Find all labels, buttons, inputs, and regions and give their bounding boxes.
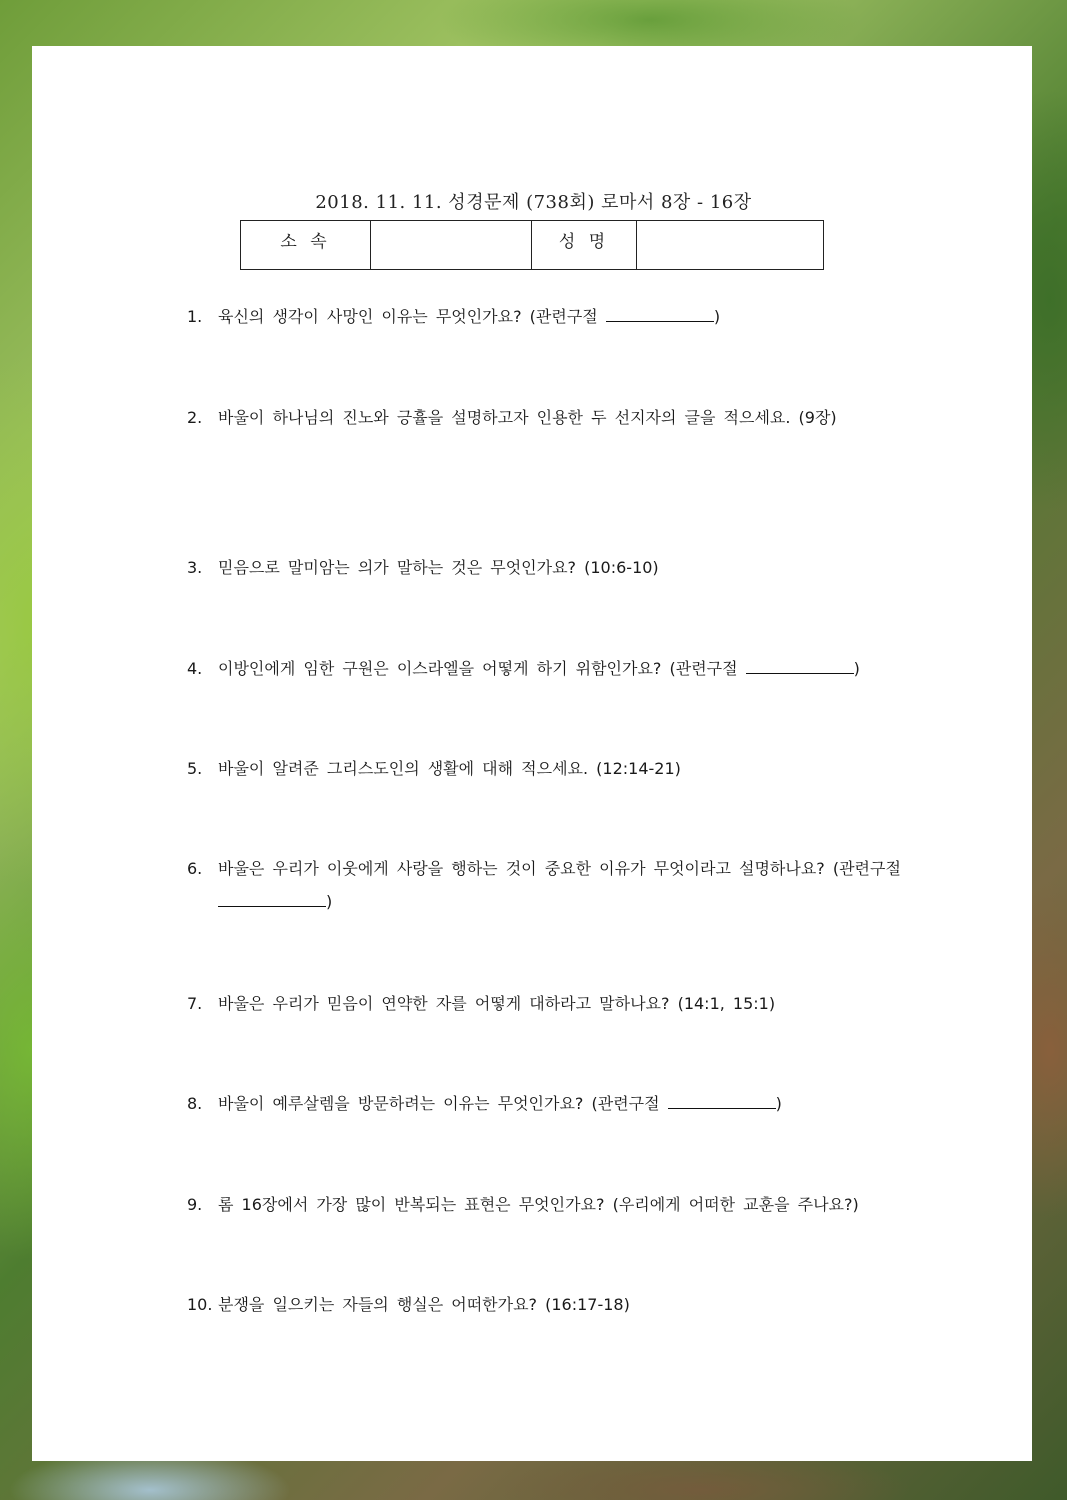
affiliation-label-cell bbox=[241, 221, 371, 270]
question-text-end: ) bbox=[775, 1094, 782, 1113]
affiliation-label: 소 속 bbox=[280, 232, 331, 252]
question-5 bbox=[187, 752, 917, 785]
question-text: 바울은 우리가 믿음이 연약한 자를 어떻게 대하라고 말하나요? (14:1, 15:1) bbox=[218, 994, 776, 1013]
question-text: 바울은 우리가 이웃에게 사랑을 행하는 것이 중요한 이유가 무엇이라고 설명하나요? (관련구절 bbox=[218, 859, 901, 878]
question-text: 롬 16장에서 가장 많이 반복되는 표현은 무엇인가요? (우리에게 어떠한 교훈을 주나요?) bbox=[218, 1195, 859, 1214]
name-label-cell bbox=[532, 221, 637, 270]
answer-blank[interactable] bbox=[668, 1092, 776, 1109]
question-number: 2. bbox=[187, 408, 203, 427]
question-6 bbox=[187, 852, 917, 918]
question-number: 6. bbox=[187, 859, 203, 878]
question-number: 8. bbox=[187, 1094, 203, 1113]
question-1 bbox=[187, 300, 917, 333]
question-2 bbox=[187, 401, 917, 434]
question-number: 3. bbox=[187, 558, 203, 577]
question-number: 7. bbox=[187, 994, 203, 1013]
question-text-end: ) bbox=[326, 892, 333, 911]
question-number: 5. bbox=[187, 759, 203, 778]
answer-blank[interactable] bbox=[606, 305, 714, 322]
page-title: 2018. 11. 11. 성경문제 (738회) 로마서 8장 - 16장 bbox=[315, 192, 752, 213]
question-4 bbox=[187, 652, 917, 685]
question-number: 4. bbox=[187, 659, 203, 678]
answer-blank[interactable] bbox=[746, 657, 854, 674]
affiliation-field[interactable] bbox=[371, 221, 532, 270]
question-8 bbox=[187, 1087, 917, 1120]
question-3 bbox=[187, 551, 917, 584]
question-text: 바울이 알려준 그리스도인의 생활에 대해 적으세요. (12:14-21) bbox=[218, 759, 681, 778]
question-text: 믿음으로 말미암는 의가 말하는 것은 무엇인가요? (10:6-10) bbox=[218, 558, 659, 577]
name-label: 성 명 bbox=[558, 232, 610, 252]
question-text: 육신의 생각이 사망인 이유는 무엇인가요? (관련구절 bbox=[218, 307, 606, 326]
answer-blank[interactable] bbox=[218, 890, 326, 907]
question-7 bbox=[187, 987, 917, 1020]
question-text: 바울이 하나님의 진노와 긍휼을 설명하고자 인용한 두 선지자의 글을 적으세요. (9장) bbox=[218, 408, 837, 427]
question-text-end: ) bbox=[853, 659, 860, 678]
question-9 bbox=[187, 1188, 917, 1221]
question-number: 1. bbox=[187, 307, 203, 326]
question-text: 분쟁을 일으키는 자들의 행실은 어떠한가요? (16:17-18) bbox=[218, 1295, 630, 1314]
question-text-end: ) bbox=[713, 307, 721, 326]
info-table bbox=[240, 220, 824, 270]
question-text: 바울이 예루살렘을 방문하려는 이유는 무엇인가요? (관련구절 bbox=[218, 1094, 668, 1113]
question-number: 9. bbox=[187, 1195, 203, 1214]
name-field[interactable] bbox=[637, 221, 824, 270]
question-text: 이방인에게 임한 구원은 이스라엘을 어떻게 하기 위함인가요? (관련구절 bbox=[218, 659, 746, 678]
question-10 bbox=[187, 1288, 917, 1321]
question-number: 10. bbox=[187, 1295, 213, 1314]
